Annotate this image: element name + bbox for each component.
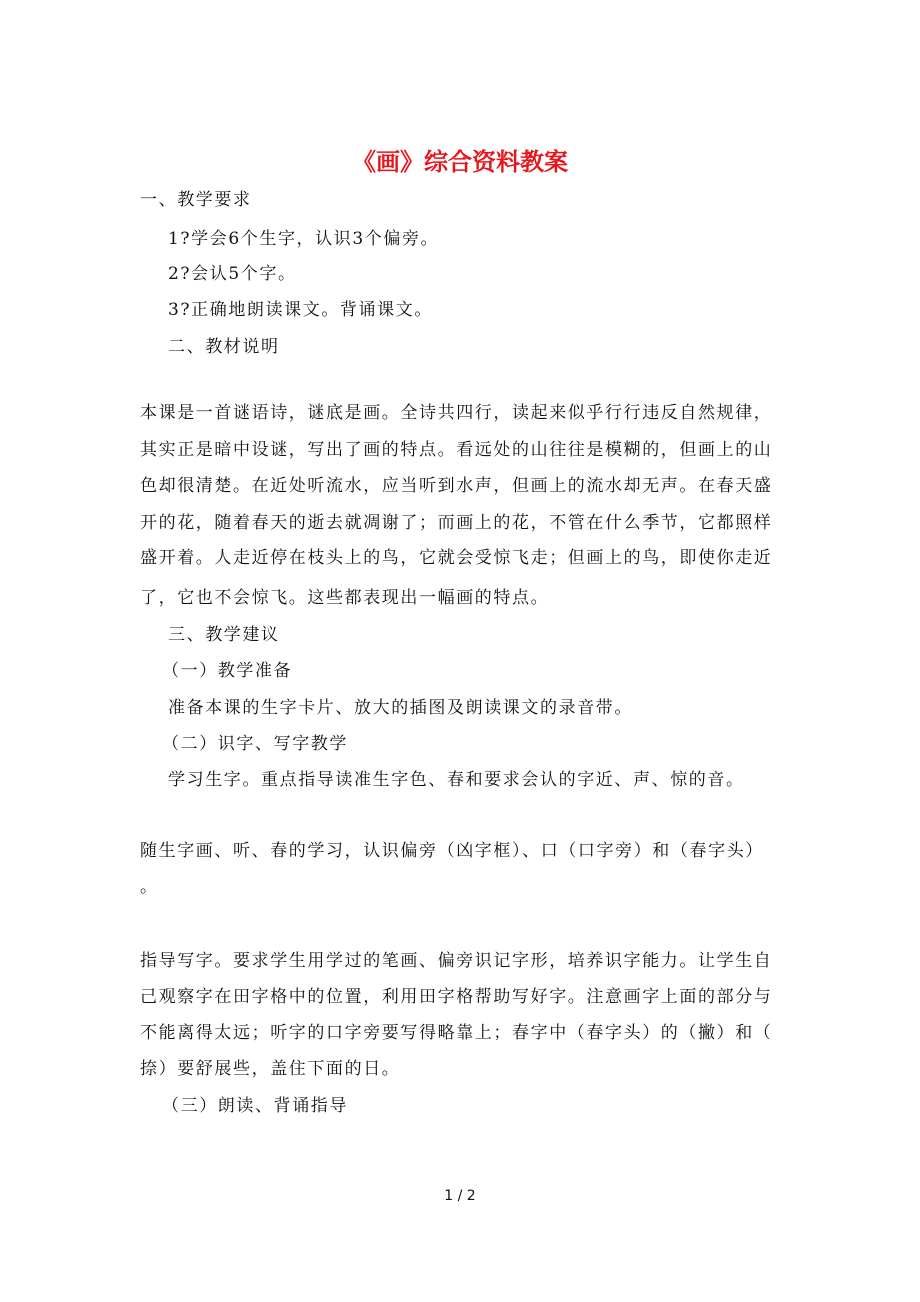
requirement-item: 1?学会6个生字，认识3个偏旁。	[168, 229, 440, 249]
section-heading-suggestions: 三、教学建议	[168, 625, 280, 645]
paragraph-line: 盛开着。人走近停在枝头上的鸟，它就会受惊飞走；但画上的鸟，即使你走近	[140, 548, 773, 568]
document-title: 《画》综合资料教案	[352, 148, 568, 176]
paragraph-line: 其实正是暗中设谜，写出了画的特点。看远处的山往往是模糊的，但画上的山	[140, 440, 773, 460]
paragraph-line: 本课是一首谜语诗，谜底是画。全诗共四行，读起来似乎行行违反自然规律，	[140, 403, 773, 423]
subheading-preparation: （一）教学准备	[162, 661, 293, 681]
requirement-item: 2?会认5个字。	[168, 264, 297, 284]
section-heading-material: 二、教材说明	[168, 337, 280, 357]
paragraph-line: 不能离得太远；听字的口字旁要写得略靠上；春字中（春字头）的（撇）和（	[140, 1023, 773, 1043]
requirement-item: 3?正确地朗读课文。背诵课文。	[168, 300, 433, 320]
section-heading-requirements: 一、教学要求	[140, 190, 252, 210]
paragraph-line: 随生字画、听、春的学习，认识偏旁（凶字框）、口（口字旁）和（春字头）	[140, 841, 764, 861]
subheading-literacy: （二）识字、写字教学	[162, 734, 348, 754]
paragraph-line: 己观察字在田字格中的位置，利用田字格帮助写好字。注意画字上面的部分与	[140, 987, 773, 1007]
subheading-reading: （三）朗读、背诵指导	[162, 1096, 348, 1116]
paragraph-line: 开的花，随着春天的逝去就凋谢了；而画上的花，不管在什么季节，它都照样	[140, 513, 773, 533]
page-number: 1 / 2	[444, 1188, 476, 1204]
paragraph-line: 指导写字。要求学生用学过的笔画、偏旁识记字形，培养识字能力。让学生自	[140, 951, 773, 971]
paragraph-line: 捺）要舒展些，盖住下面的日。	[140, 1059, 401, 1079]
paragraph-line: 色却很清楚。在近处听流水，应当听到水声，但画上的流水却无声。在春天盛	[140, 476, 773, 496]
paragraph-line: 了，它也不会惊飞。这些都表现出一幅画的特点。	[140, 588, 550, 608]
paragraph-line: 。	[140, 877, 159, 897]
literacy-text: 学习生字。重点指导读准生字色、春和要求会认的字近、声、惊的音。	[168, 770, 745, 790]
preparation-text: 准备本课的生字卡片、放大的插图及朗读课文的录音带。	[168, 698, 633, 718]
